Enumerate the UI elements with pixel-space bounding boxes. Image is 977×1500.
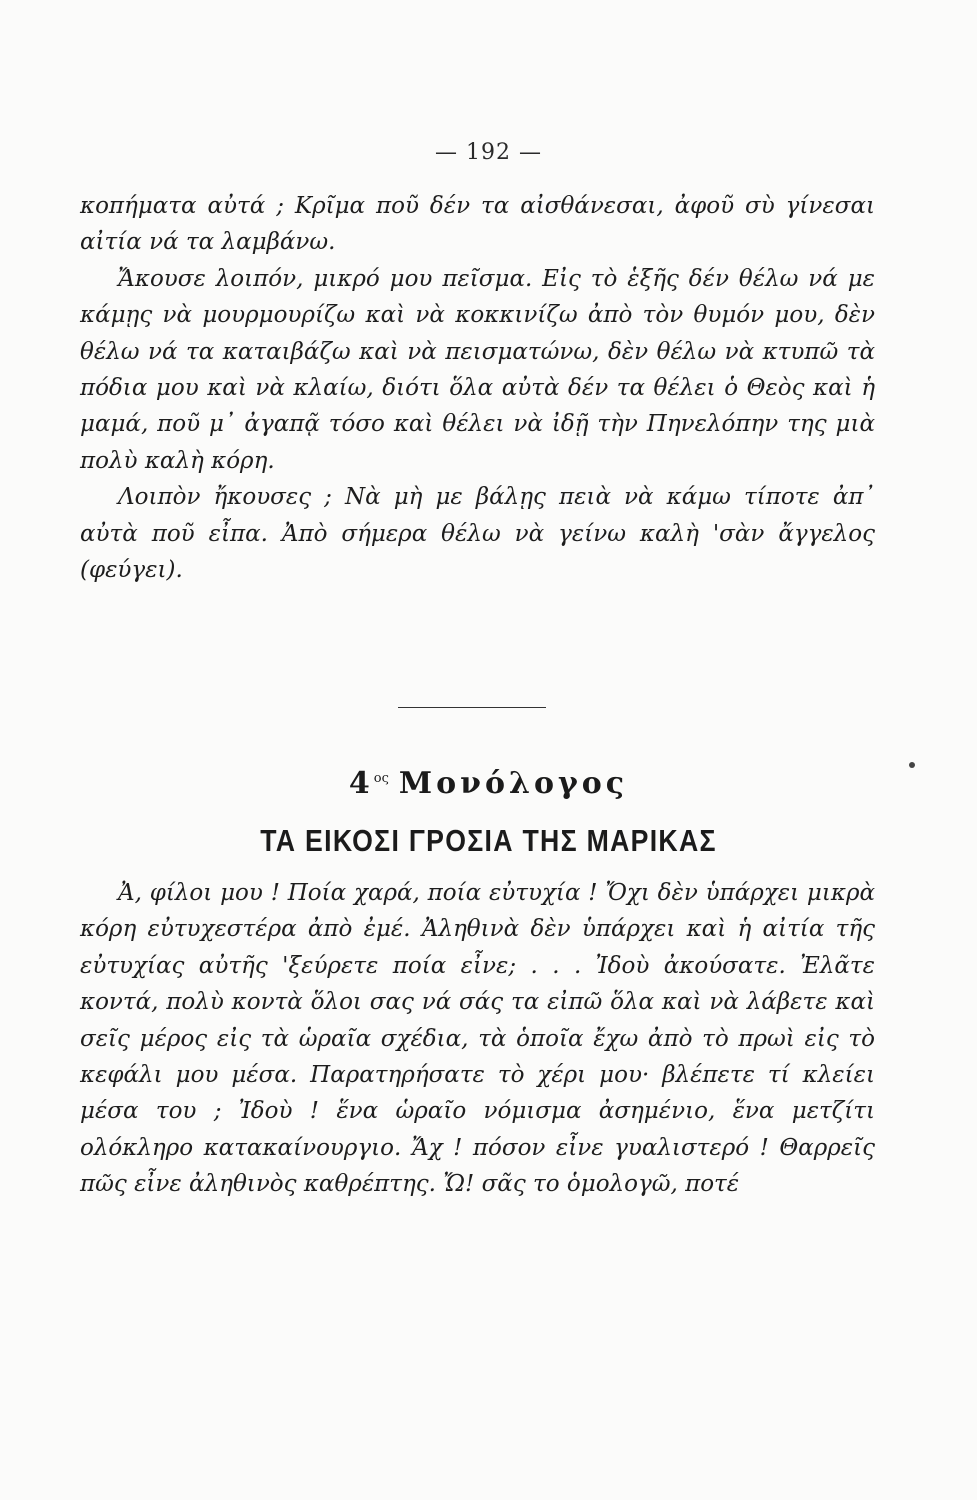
monologue-heading bbox=[0, 766, 977, 801]
monologue-number: 4 bbox=[348, 766, 374, 801]
section-divider bbox=[398, 707, 546, 708]
monologue-label: Μονόλογος bbox=[398, 766, 629, 801]
page-number: — 192 — bbox=[435, 140, 542, 165]
monologue-4-text bbox=[80, 875, 875, 1203]
paragraph: κοπήματα αὐτά ; Κρῖμα ποῦ δέν τα αἰσθάνεσαι, ἀφοῦ σὺ γίνεσαι αἰτία νά τα λαμβάνω. bbox=[80, 193, 875, 256]
monologue-3-ending bbox=[80, 188, 875, 588]
monologue-ordinal: ος bbox=[373, 771, 389, 786]
monologue-title: ΤΑ ΕΙΚΟΣΙ ΓΡΟΣΙΑ ΤΗΣ ΜΑΡΙΚΑΣ bbox=[260, 823, 717, 858]
paragraph: Λοιπὸν ἤκουσες ; Νὰ μὴ με βάλῃς πειὰ νὰ κάμω τίποτε ἀπ᾽ αὐτὰ ποῦ εἶπα. Ἀπὸ σήμερα θέλω νὰ γείνω καλὴ 'σὰν ἄγγελος (φεύγει). bbox=[80, 484, 875, 584]
paragraph: Ἄκουσε λοιπόν, μικρό μου πεῖσμα. Εἰς τὸ ἑξῆς δέν θέλω νά με κάμῃς νὰ μουρμουρίζω καὶ νὰ κοκκινίζω ἀπὸ τὸν θυμόν μου, δὲν θέλω νά τα καταιβάζω καὶ νὰ πεισματώνω, δὲν θέλω νὰ κτυπῶ τὰ πόδια μου καὶ νὰ κλαίω, διότι ὅλα αὐτὰ δέν τα θέλει ὁ Θεὸς καὶ ἡ μαμά, ποῦ μ᾽ ἀγαπᾷ τόσο καὶ θέλει νὰ ἰδῇ τὴν Πηνελόπην της μιὰ πολὺ καλὴ κόρη. bbox=[80, 265, 875, 474]
paragraph: Ἀ, φίλοι μου ! Ποία χαρά, ποία εὐτυχία ! Ὄχι δὲν ὑπάρχει μικρὰ κόρη εὐτυχεστέρα ἀπὸ ἐμέ. Ἀληθινὰ δὲν ὑπάρχει καὶ ἡ αἰτία τῆς εὐτυχίας αὐτῆς 'ξεύρετε ποία εἶνε; . . . Ἰδοὺ ἀκούσατε. Ἐλᾶτε κοντά, πολὺ κοντὰ ὅλοι σας νά σάς τα εἰπῶ ὅλα καὶ νὰ λάβετε καὶ σεῖς μέρος εἰς τὰ ὡραῖα σχέδια, τὰ ὁποῖα ἔχω ἀπὸ τὸ πρωὶ εἰς τὸ κεφάλι μου μέσα. Παρατηρήσατε τὸ χέρι μου· βλέπετε τί κλείει μέσα του ; Ἰδοὺ ! ἕνα ὡραῖο νόμισμα ἀσημένιο, ἕνα μετζίτι ολόκληρο κατακαίνουργιο. Ἄχ ! πόσον εἶνε γυαλιστερό ! Θαρρεῖς πῶς εἶνε ἀληθινὸς καθρέπτης. Ὤ! σᾶς το ὁμολογῶ, ποτέ bbox=[80, 880, 875, 1198]
